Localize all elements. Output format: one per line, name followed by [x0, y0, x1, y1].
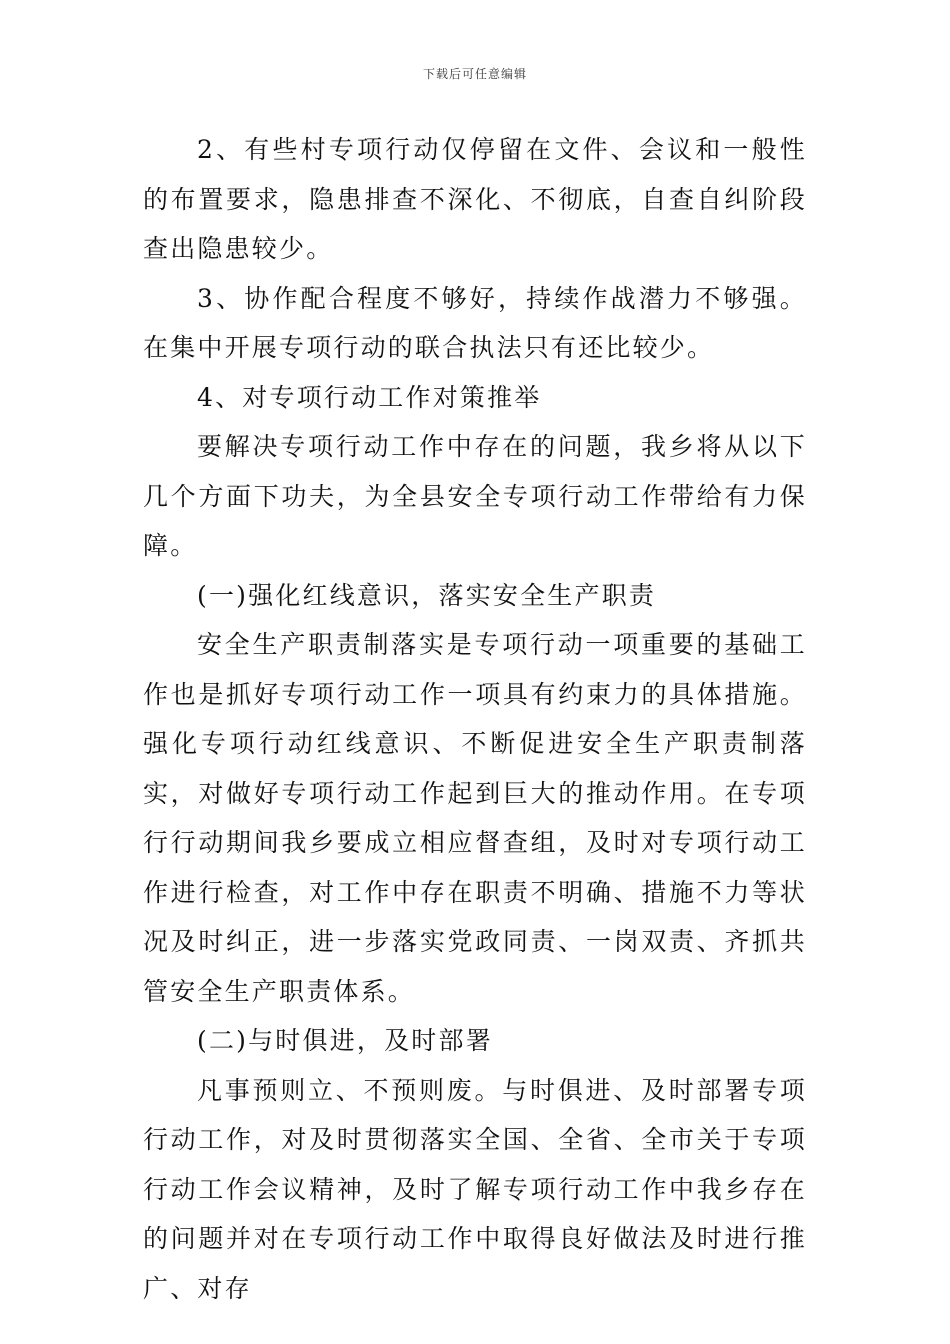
document-body — [143, 125, 807, 1313]
paragraph-heading-4: 4、对专项行动工作对策推举 — [197, 382, 542, 412]
paragraph-issue-3: 3、协作配合程度不够好，持续作战潜力不够强。在集中开展专项行动的联合执法只有还比较少。 — [143, 283, 807, 362]
paragraph-subheading-2: (二)与时俱进，及时部署 — [197, 1026, 493, 1055]
paragraph-responsibility: 安全生产职责制落实是专项行动一项重要的基础工作也是抓好专项行动工作一项具有约束力的具体措施。强化专项行动红线意识、不断促进安全生产职责制落实，对做好专项行动工作起到巨大的推动作用。在专项行行动期间我乡要成立相应督查组，及时对专项行动工作进行检查，对工作中存在职责不明确、措施不力等状况及时纠正，进一步落实党政同责、一岗双责、齐抓共管安全生产职责体系。 — [143, 630, 807, 1006]
paragraph-issue-2: 2、有些村专项行动仅停留在文件、会议和一般性的布置要求，隐患排查不深化、不彻底，自查自纠阶段查出隐患较少。 — [143, 135, 807, 263]
paragraph-intro: 要解决专项行动工作中存在的问题，我乡将从以下几个方面下功夫，为全县安全专项行动工作带给有力保障。 — [143, 432, 807, 560]
page-header: 下载后可任意编辑 — [422, 67, 527, 81]
paragraph-deployment: 凡事预则立、不预则废。与时俱进、及时部署专项行动工作，对及时贯彻落实全国、全省、全市关于专项行动工作会议精神，及时了解专项行动工作中我乡存在的问题并对在专项行动工作中取得良好做法及时进行推广、对存 — [143, 1075, 807, 1303]
paragraph-subheading-1: (一)强化红线意识，落实安全生产职责 — [197, 580, 657, 610]
